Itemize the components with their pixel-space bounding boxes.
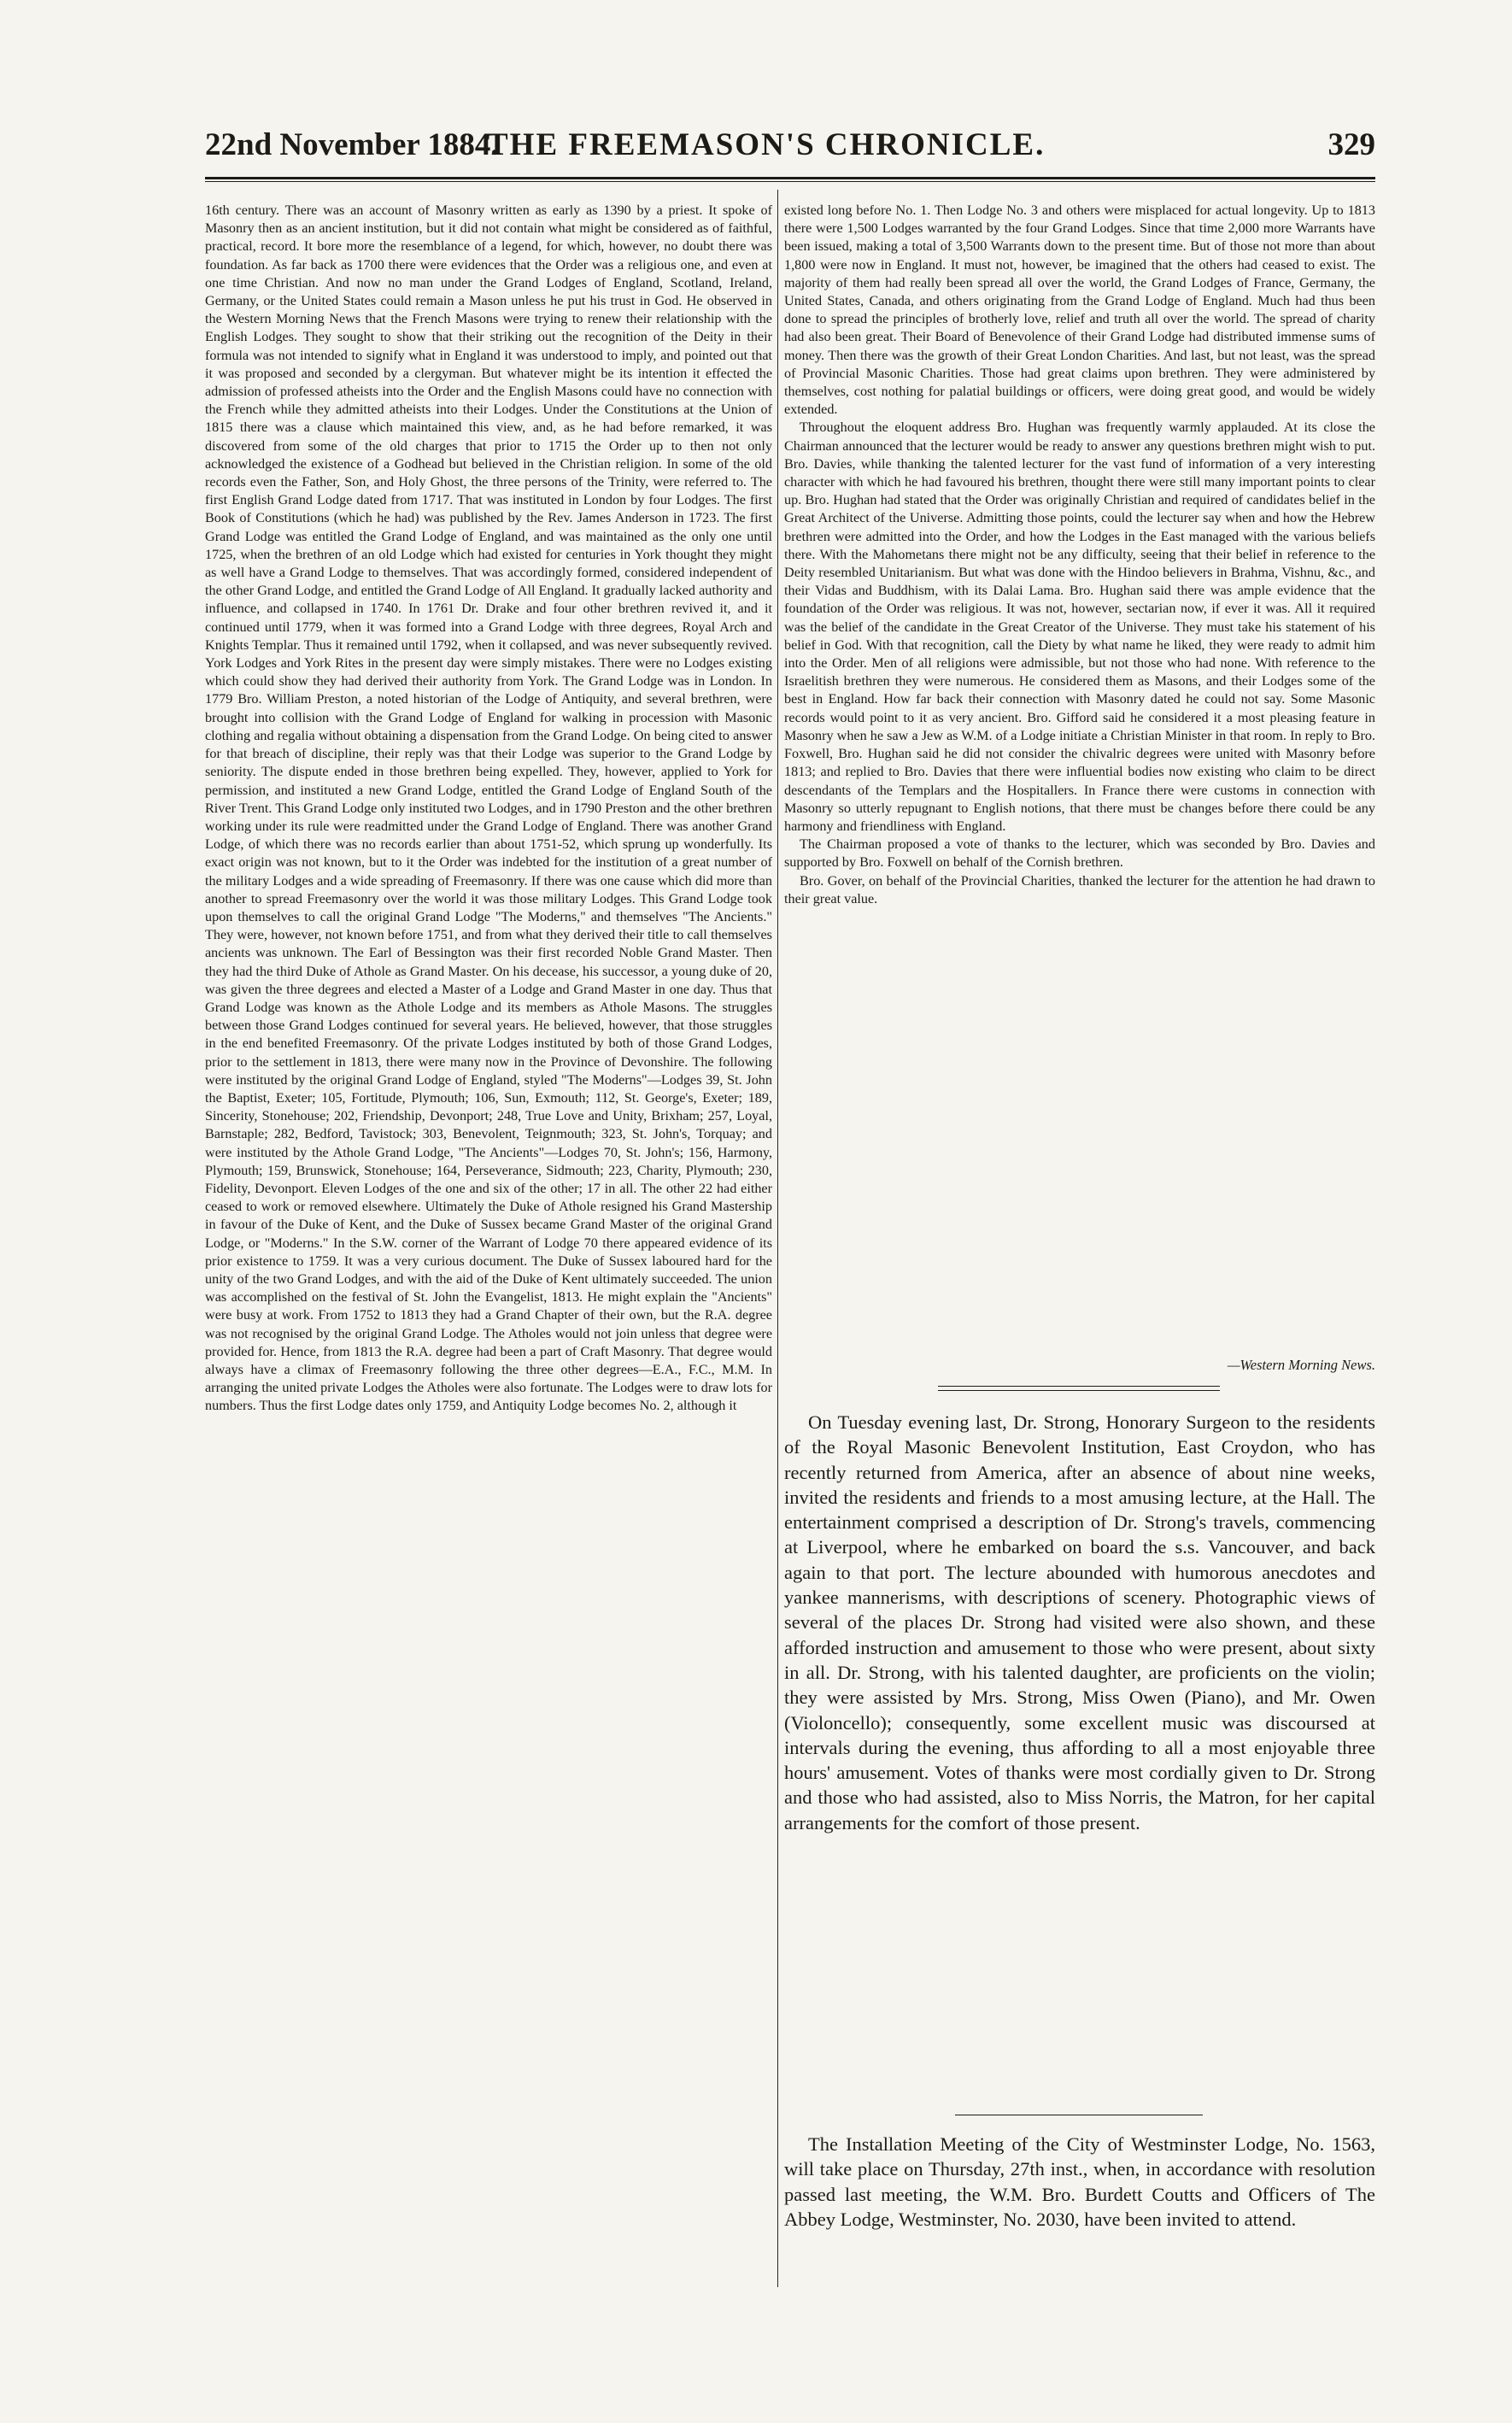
right-paragraph-2: Throughout the eloquent address Bro. Hughan was frequently warmly applauded. At its close the Chairman announced that the lecturer would be ready to answer any questions brethren might wish to put. Bro. Davies, while thanking the talented lecturer for the vast fund of information of a very interesting character with which he had favoured his brethren, thought there were still many important points to clear up. Bro. Hughan had stated that the Order was originally Christian and required of candidates belief in the Great Architect of the Universe. Admitting those points, could the lecturer say when and how the Hebrew brethren were admitted into the Order, and how the Lodges in the East managed with the various beliefs there. With the Mahometans there might not be any difficulty, seeing that their belief in reference to the Deity resembled Unitarianism. But what was done with the Hindoo believers in Brahma, Vishnu, &c., and their Vidas and Buddhism, with its Dalai Lama. Bro. Hughan said there was ample evidence that the foundation of the Order was religious. It was not, however, sectarian now, if ever it was. All it required was the belief of the candidate in the Great Creator of the Universe. They must take his statement of his belief in God. With that recognition, call the Diety by what name he liked, they were ready to admit him into the Order. Men of all religions were admissible, but not those who had none. With reference to the Israelitish brethren they were numerous. He considered them as Masons, and their Lodges some of the best in England. How far back their connection with Masonry dated he could not say. Some Masonic records would point to it as very ancient. Bro. Gifford said he considered it a most pleasing feature in Masonry when he saw a Jew as W.M. of a Lodge initiate a Christian Minister in that room. In reply to Bro. Foxwell, Bro. Hughan said he did not consider the chivalric degrees were united with Masonry before 1813; and replied to Bro. Davies that there were influential bodies now existing who claim to be direct descendants of the Templars and the Hospitallers. In France there were customs in connection with Masonry so utterly repugnant to English notions, that there must be changes before there could be any harmony and friendliness with England. xyxy=(784,419,1375,834)
article-separator-double-lower xyxy=(938,1390,1220,1391)
publication-title: THE FREEMASON'S CHRONICLE. xyxy=(487,127,1046,162)
right-paragraph-1: existed long before No. 1. Then Lodge No. 3 and others were misplaced for actual longevity. Up to 1813 there were 1,500 Lodges warranted by the four Grand Lodges. Since that time 2,000 more Warrants have been issued, making a total of 3,500 Warrants down to the present time. But of those not more than about 1,800 were now in England. It must not, however, be imagined that the others had ceased to exist. The majority of them had really been spread all over the world, the Grand Lodges of France, Germany, the United States, Canada, and others originating from the Grand Lodge of England. Much had thus been done to spread the principles of brotherly love, relief and truth all over the world. The spread of charity had also been great. Their Board of Benevolence of their Grand Lodge had distributed immense sums of money. Then there was the growth of their Great London Charities. And last, but not least, was the spread of Provincial Masonic Charities. Those had great claims upon brethren. They were administered by themselves, cost nothing for palatial buildings or officers, were doing great good, and would be widely extended. xyxy=(784,202,1375,418)
header-rule xyxy=(205,177,1375,179)
strong-lecture-text: On Tuesday evening last, Dr. Strong, Honorary Surgeon to the residents of the Royal Masonic Benevolent Institution, East Croydon, who has recently returned from America, after an absence of about nine weeks, invited the residents and friends to a most amusing lecture, at the Hall. The entertainment comprised a description of Dr. Strong's travels, commencing at Liverpool, where he embarked on board the s.s. Vancouver, and back again to that port. The lecture abounded with humorous anecdotes and yankee mannerisms, with descriptions of scenery. Photographic views of several of the places Dr. Strong had visited were also shown, and these afforded instruction and amusement to those who were present, about sixty in all. Dr. Strong, with his talented daughter, are proficients on the violin; they were assisted by Mrs. Strong, Miss Owen (Piano), and Mr. Owen (Violoncello); consequently, some excellent music was discoursed at intervals during the evening, thus affording to all a most enjoyable three hours' amusement. Votes of thanks were most cordially given to Dr. Strong and those who had assisted, also to Miss Norris, the Matron, for her capital arrangements for the comfort of those present. xyxy=(784,1411,1375,1833)
source-attribution: —Western Morning News. xyxy=(1227,1357,1375,1373)
right-paragraph-3: The Chairman proposed a vote of thanks to the lecturer, which was seconded by Bro. Davies and supported by Bro. Foxwell on behalf of the Cornish brethren. xyxy=(784,836,1375,871)
left-column-text: 16th century. There was an account of Masonry written as early as 1390 by a priest. It spoke of Masonry then as an ancient institution, but it did not contain what might be considered as of faithful, practical, record. It bore more the resemblance of a legend, for which, however, no doubt there was foundation. As far back as 1700 there were evidences that the Order was a religious one, and even at one time Christian. And now no man under the Grand Lodges of England, Scotland, Ireland, Germany, or the United States could remain a Mason unless he put his trust in God. He observed in the Western Morning News that the French Masons were trying to renew their relationship with the English Lodges. They sought to show that their striking out the recognition of the Deity in their formula was not intended to signify what in England it was understood to imply, and pointed out that it was proposed and seconded by a clergyman. But whatever might be its intention it effected the admission of professed atheists into the Order and the English Masons could have no connection with the French while they admitted atheists into their Lodges. Under the Constitutions at the Union of 1815 there was a clause which maintained this view, and, as he had before remarked, it was discovered from some of the old charges that prior to 1715 the Order up to then not only acknowledged the existence of a Godhead but believed in the Christian religion. In some of the old records even the Father, Son, and Holy Ghost, the three persons of the Trinity, were referred to. The first English Grand Lodge dated from 1717. That was instituted in London by four Lodges. The first Book of Constitutions (which he had) was published by the Rev. James Anderson in 1723. The first Grand Lodge was entitled the Grand Lodge of England, and was maintained as the only one until 1725, when the brethren of an old Lodge which had existed for centuries in York thought they might as well have a Grand Lodge to themselves. That was accordingly formed, considered independent of the other Grand Lodge, and entitled the Grand Lodge of All England. It gradually lacked authority and influence, and collapsed in 1740. In 1761 Dr. Drake and four other brethren revived it, and it continued until 1779, when it was formed into a Grand Lodge with three degrees, Royal Arch and Knights Templar. Thus it remained until 1792, when it collapsed, and was never subsequently revived. York Lodges and York Rites in the present day were simply mistakes. There were no Lodges existing which could show they had derived their authority from York. The Grand Lodge was in London. In 1779 Bro. William Preston, a noted historian of the Lodge of Antiquity, and several brethren, were brought into collision with the Grand Lodge of England for walking in procession with Masonic clothing and regalia without obtaining a dispensation from the Grand Lodge. On being cited to answer for that breach of discipline, their reply was that their Lodge was superior to the Grand Lodge by seniority. The dispute ended in those brethren being expelled. They, however, applied to York for permission, and instituted a new Grand Lodge, entitled the Grand Lodge of England South of the River Trent. This Grand Lodge only instituted two Lodges, and in 1790 Preston and the other brethren working under its rule were readmitted under the Grand Lodge of England. There was another Grand Lodge, of which there was no records earlier than about 1751-52, which sprung up wonderfully. Its exact origin was not known, but to it the Order was indebted for the institution of a great number of the military Lodges and a wide spreading of Freemasonry. If there was one cause which did more than another to spread Freemasonry over the world it was those military Lodges. This Grand Lodge took upon themselves to call the original Grand Lodge "The Moderns," and themselves "The Ancients." They were, however, not known before 1751, and from what they derived their title to call themselves ancients was unknown. The Earl of Bessington was their first recorded Noble Grand Master. Then they had the third Duke of Athole as Grand Master. On his decease, his successor, a young duke of 20, was given the three degrees and elected a Master of a Lodge and Grand Master in one day. Thus that Grand Lodge was known as the Athole Lodge and its members as Athole Masons. The struggles between those Grand Lodges continued for several years. He believed, however, that those struggles in the end benefited Freemasonry. Of the private Lodges instituted by both of those Grand Lodges, prior to the settlement in 1813, there were many now in the Province of Devonshire. The following were instituted by the original Grand Lodge of England, styled "The Moderns"—Lodges 39, St. John the Baptist, Exeter; 105, Fortitude, Plymouth; 106, Sun, Exmouth; 112, St. George's, Exeter; 189, Sincerity, Stonehouse; 202, Friendship, Devonport; 248, True Love and Unity, Brixham; 257, Loyal, Barnstaple; 282, Bedford, Tavistock; 303, Benevolent, Teignmouth; 323, St. John's, Torquay; and were instituted by the Athole Grand Lodge, "The Ancients"—Lodges 70, St. John's; 156, Harmony, Plymouth; 159, Brunswick, Stonehouse; 164, Perseverance, Sidmouth; 223, Charity, Plymouth; 230, Fidelity, Devonport. Eleven Lodges of the one and six of the other; 17 in all. The other 22 had either ceased to work or removed elsewhere. Ultimately the Duke of Athole resigned his Grand Mastership in favour of the Duke of Kent, and the Duke of Sussex became Grand Master of the original Grand Lodge, or "Moderns." In the S.W. corner of the Warrant of Lodge 70 there appeared evidence of its prior existence to 1759. It was a very curious document. The Duke of Sussex laboured hard for the unity of the two Grand Lodges, and with the aid of the Duke of Kent ultimately succeeded. The union was accomplished on the festival of St. John the Evangelist, 1813. He might explain the "Ancients" were busy at work. From 1752 to 1813 they had a Grand Chapter of their own, but the R.A. degree was not recognised by the original Grand Lodge. The Atholes would not join unless that degree were provided for. Hence, from 1813 the R.A. degree had been a part of Craft Masonry. That degree would always have a climax of Freemasonry following the three other degrees—E.A., F.C., M.M. In arranging the united private Lodges the Atholes were also fortunate. The Lodges were to draw lots for numbers. Thus the first Lodge dates only 1759, and Antiquity Lodge becomes No. 2, although it xyxy=(205,202,772,1414)
westminster-lodge-article xyxy=(784,2132,1375,2232)
issue-date: 22nd November 1884. xyxy=(205,127,499,162)
left-column xyxy=(205,202,772,1416)
column-divider xyxy=(777,190,778,2287)
strong-lecture-article xyxy=(784,1410,1375,1835)
right-column xyxy=(784,202,1375,908)
page-header xyxy=(205,126,1375,166)
right-paragraph-4: Bro. Gover, on behalf of the Provincial Charities, thanked the lecturer for the attention he had drawn to their great value. xyxy=(784,872,1375,906)
page-number: 329 xyxy=(1327,127,1375,162)
westminster-lodge-text: The Installation Meeting of the City of Westminster Lodge, No. 1563, will take place on Thursday, 27th inst., when, in accordance with resolution passed last meeting, the W.M. Bro. Burdett Coutts and Officers of The Abbey Lodge, Westminster, No. 2030, have been invited to attend. xyxy=(784,2133,1375,2230)
article-separator-double xyxy=(938,1386,1220,1387)
header-rule-thin xyxy=(205,181,1375,182)
